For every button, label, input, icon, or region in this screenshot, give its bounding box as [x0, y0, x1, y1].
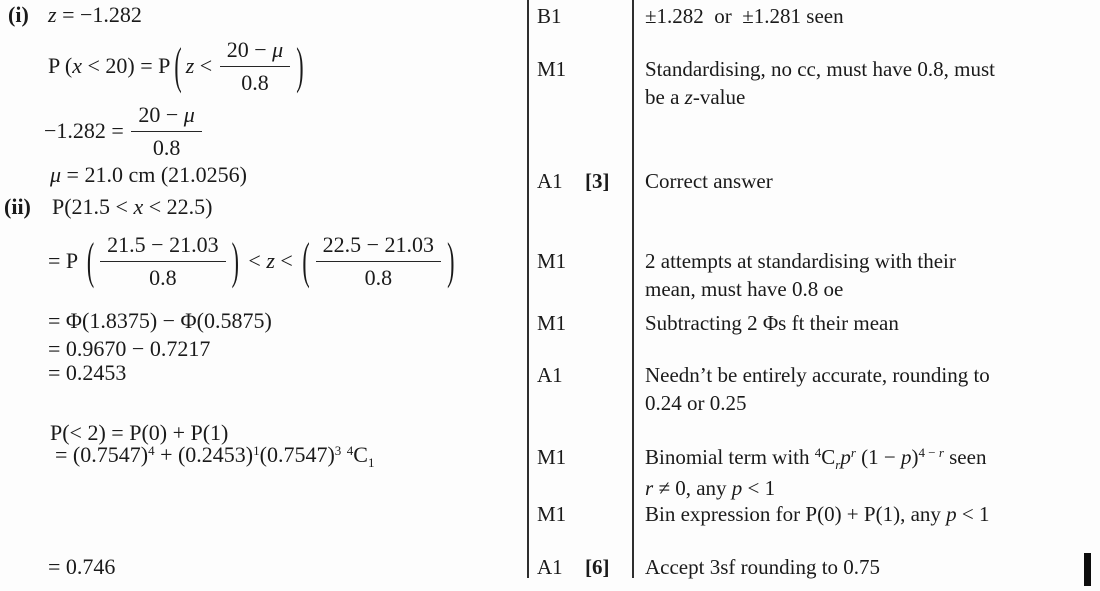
mark-comment	[645, 500, 1100, 528]
fraction: $\frac{20 - \mu}{0.8}$	[131, 102, 201, 160]
mark-code: M1	[537, 502, 567, 526]
part-label-i: (i)	[8, 2, 29, 27]
mark-code: M1	[537, 249, 567, 273]
work-line-phi-values: = 0.9670 − 0.7217	[48, 336, 211, 361]
big-paren: (	[86, 231, 95, 290]
work-line-phi-difference: = Φ(1.8375) − Φ(0.5875)	[48, 308, 272, 333]
mark-code: A1	[537, 555, 563, 579]
mark-comment	[645, 553, 1100, 581]
mark-comment	[645, 309, 1100, 337]
work-line-z-value: z = −1.282	[48, 2, 142, 27]
mark-row	[537, 500, 990, 528]
mark-comment	[645, 55, 1100, 111]
mark-row	[537, 443, 987, 500]
big-paren: )	[447, 231, 455, 290]
big-paren: )	[296, 36, 304, 95]
mark-code: A1	[537, 169, 563, 193]
comment-line: Correct answer	[645, 169, 773, 193]
mark-comment	[645, 443, 1100, 502]
big-paren: (	[302, 231, 310, 290]
comment-line: ±1.282 or ±1.281 seen	[645, 4, 844, 28]
work-line-standardise-equation: P ( x < 20) = P ( z < $\frac{20 - \mu}{0.8}$ )	[48, 36, 304, 95]
work-line-probability-statement: P(21.5 < x < 22.5)	[52, 194, 213, 219]
marks-column-right-divider	[632, 0, 634, 578]
cursor-bar	[1084, 553, 1091, 586]
mark-code: M1	[537, 57, 567, 81]
mark-code: M1	[537, 311, 567, 335]
work-line-double-standardise: = P ( $\frac{21.5 - 21.03}{0.8}$ ) < z < ( $\frac{22.5 - 21.03}{0.8}$ )	[48, 231, 455, 290]
work-line-binomial-expansion: = $(0.7547)^4 + (0.2453)^1(0.7547)^3$ $^4C_1$	[55, 442, 375, 470]
fraction: $\frac{22.5 - 21.03}{0.8}$	[316, 232, 441, 290]
mark-comment	[645, 2, 1100, 30]
comment-line: 2 attempts at standardising with their	[645, 249, 956, 273]
comment-line: be a z-value	[645, 85, 746, 109]
mark-code: B1	[537, 4, 562, 28]
work-line-final-answer: = 0.746	[48, 554, 116, 579]
work-line-mu-answer: μ = 21.0 cm (21.0256)	[50, 162, 247, 187]
comment-line: Standardising, no cc, must have 0.8, must	[645, 57, 995, 81]
big-paren: )	[231, 231, 239, 290]
marks-column-left-divider	[527, 0, 529, 578]
mark-row	[537, 2, 844, 30]
fraction: $\frac{21.5 - 21.03}{0.8}$	[100, 232, 225, 290]
work-line-binomial-statement: P(< 2) = P(0) + P(1)	[50, 420, 229, 445]
mark-code: A1	[537, 363, 563, 387]
mark-total-badge: [6]	[585, 555, 610, 579]
big-paren: (	[174, 36, 182, 95]
fraction: $\frac{20 - \mu}{0.8}$	[220, 37, 290, 95]
comment-line: r ≠ 0, any p < 1	[645, 476, 776, 500]
work-line-probability-result: = 0.2453	[48, 360, 127, 385]
mark-code: M1	[537, 445, 567, 469]
mark-row	[537, 247, 956, 301]
comment-line: Subtracting 2 Φs ft their mean	[645, 311, 899, 335]
work-line-solve-equation: −1.282 = $\frac{20 - \mu}{0.8}$	[44, 104, 204, 158]
comment-line: Binomial term with $^4C_rp^r$ $(1 - p)^{4 - r}$ seen	[645, 445, 987, 472]
part-label-ii: (ii)	[4, 194, 31, 219]
comment-line: Bin expression for P(0) + P(1), any p < 1	[645, 502, 990, 526]
mark-row	[537, 309, 899, 337]
mark-row	[537, 55, 995, 109]
mark-row	[537, 361, 990, 415]
comment-line: Needn’t be entirely accurate, rounding to	[645, 363, 990, 387]
mark-comment	[645, 167, 1100, 195]
mark-comment	[645, 247, 1100, 303]
mark-comment	[645, 361, 1100, 417]
mark-row	[537, 167, 773, 195]
mark-row	[537, 553, 881, 581]
comment-line: 0.24 or 0.25	[645, 391, 747, 415]
mark-total-badge: [3]	[585, 169, 610, 193]
comment-line: Accept 3sf rounding to 0.75	[645, 555, 881, 579]
comment-line: mean, must have 0.8 oe	[645, 277, 844, 301]
